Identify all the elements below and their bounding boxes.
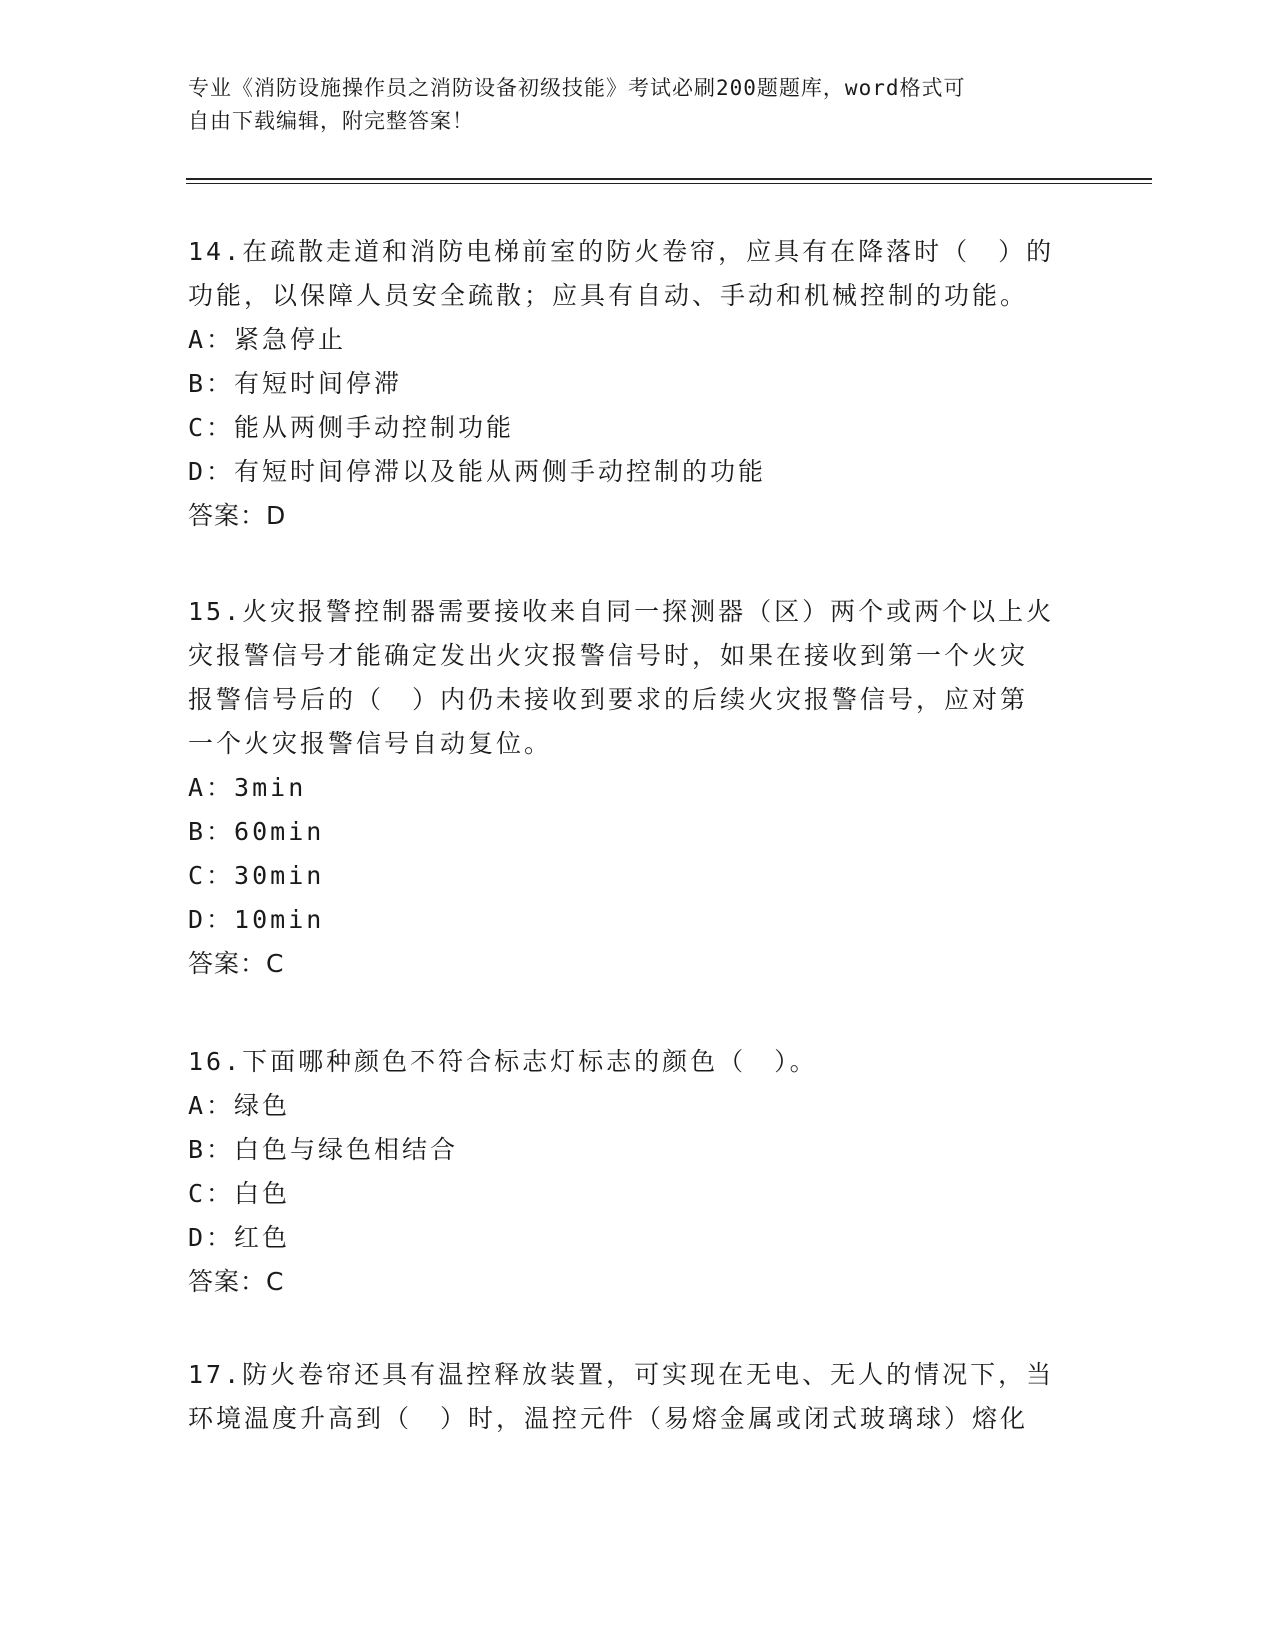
option-c: C：30min (188, 861, 325, 890)
question-stem-line: 功能，以保障人员安全疏散；应具有自动、手动和机械控制的功能。 (188, 281, 1029, 310)
option-a: A：3min (188, 773, 307, 802)
question-stem-line: 环境温度升高到（ ）时，温控元件（易熔金属或闭式玻璃球）熔化 (188, 1404, 1029, 1433)
question-stem-line: 17.防火卷帘还具有温控释放装置，可实现在无电、无人的情况下，当 (188, 1360, 1055, 1389)
answer-label: 答案：C (188, 949, 285, 978)
answer-label: 答案：C (188, 1267, 285, 1296)
question-stem-line: 一个火灾报警信号自动复位。 (188, 729, 553, 758)
option-a: A：紧急停止 (188, 325, 347, 354)
document-header (188, 72, 1068, 138)
option-b: B：白色与绿色相结合 (188, 1135, 459, 1164)
option-d: D：有短时间停滞以及能从两侧手动控制的功能 (188, 457, 767, 486)
header-line-2: 自由下载编辑，附完整答案！ (188, 109, 474, 133)
answer-label: 答案：D (188, 501, 287, 530)
option-d: D：10min (188, 905, 325, 934)
question-stem-line: 报警信号后的（ ）内仍未接收到要求的后续火灾报警信号，应对第 (188, 685, 1029, 714)
header-divider-thick (186, 178, 1152, 180)
option-c: C：能从两侧手动控制功能 (188, 413, 515, 442)
question-stem-line: 14.在疏散走道和消防电梯前室的防火卷帘，应具有在降落时（ ）的 (188, 237, 1055, 266)
option-b: B：有短时间停滞 (188, 369, 403, 398)
question-stem-line: 15.火灾报警控制器需要接收来自同一探测器（区）两个或两个以上火 (188, 597, 1055, 626)
option-b: B：60min (188, 817, 325, 846)
option-c: C：白色 (188, 1179, 291, 1208)
header-line-1: 专业《消防设施操作员之消防设备初级技能》考试必刷200题题库，word格式可 (188, 76, 966, 100)
option-d: D：红色 (188, 1223, 291, 1252)
question-stem-line: 灾报警信号才能确定发出火灾报警信号时，如果在接收到第一个火灾 (188, 641, 1029, 670)
option-a: A：绿色 (188, 1091, 291, 1120)
question-stem-line: 16.下面哪种颜色不符合标志灯标志的颜色（ ）。 (188, 1047, 818, 1076)
header-divider-thin (186, 183, 1152, 184)
